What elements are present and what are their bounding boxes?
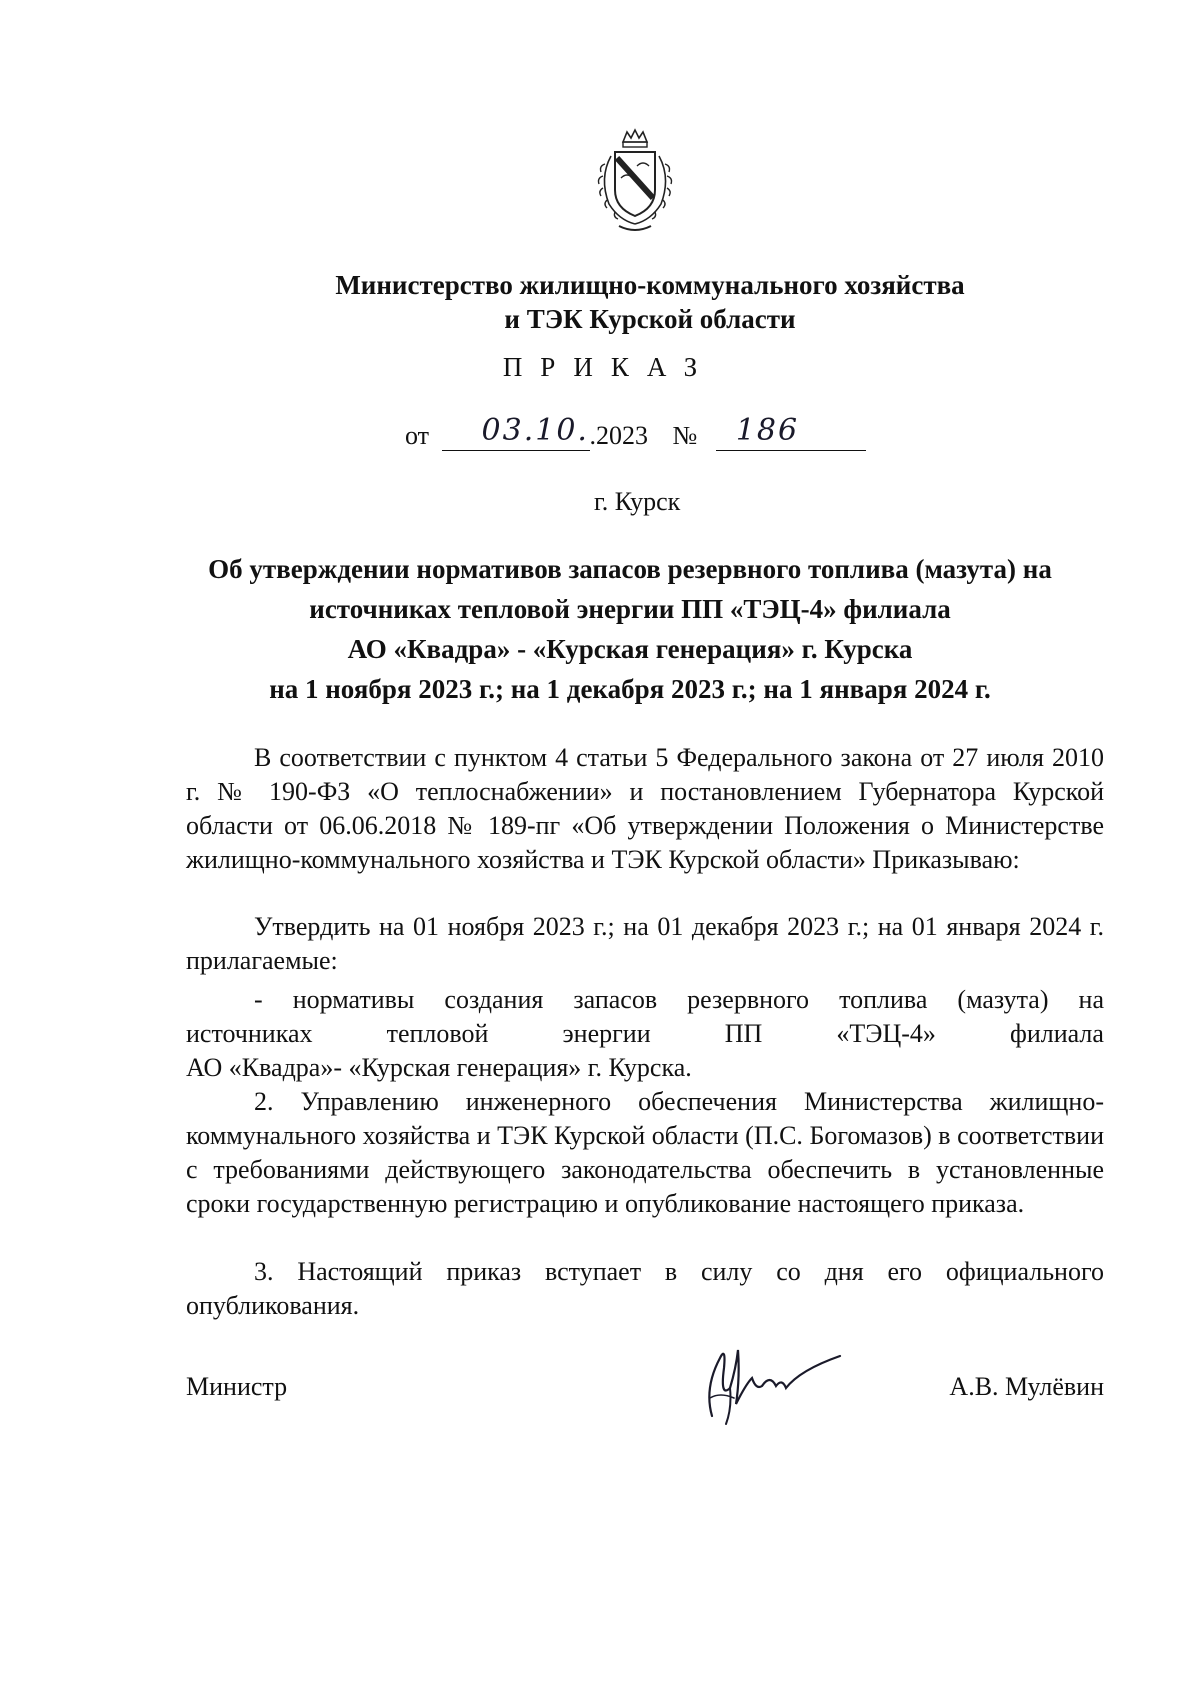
from-prefix: от: [405, 421, 430, 450]
number-label: №: [672, 421, 698, 450]
signer-name: А.В. Мулёвин: [949, 1372, 1104, 1401]
item1-detail-word: тепловой: [386, 1019, 489, 1048]
item3-paragraph: [186, 1255, 1104, 1323]
item1-detail-line2: [186, 1017, 1104, 1051]
ministry-name-line1: Министерство жилищно-коммунального хозяйства: [335, 270, 965, 300]
order-heading-line2: источниках тепловой энергии ПП «ТЭЦ-4» филиала: [309, 594, 951, 624]
item2-text: 2. Управлению инженерного обеспечения Министерства жилищно-коммунального хозяйства и ТЭК Курской области (П.С. Богомазов) в соответствии с требованиями действующего законодательства обеспечить в установленные сроки государственную регистрацию и опубликование настоящего приказа.: [186, 1087, 1104, 1218]
kursk-coat-of-arms-icon: [585, 128, 685, 236]
item1-detail-word: «ТЭЦ-4»: [836, 1019, 936, 1048]
item1-detail-line1: [186, 983, 1104, 1017]
item2-paragraph: [186, 1085, 1104, 1221]
handwritten-signature-icon: [690, 1328, 850, 1428]
order-heading-line1: Об утверждении нормативов запасов резервного топлива (мазута) на: [208, 554, 1052, 584]
number-handwritten: 186: [735, 413, 800, 448]
item1-detail-word: источниках: [186, 1019, 313, 1048]
item1-intro-paragraph: [186, 910, 1104, 978]
signer-role: Министр: [186, 1372, 288, 1401]
city: г. Курск: [594, 487, 681, 516]
item1-detail-word: филиала: [1010, 1019, 1104, 1048]
item1-intro-text: Утвердить на 01 ноября 2023 г.; на 01 декабря 2023 г.; на 01 января 2024 г. прилагаемые:: [186, 912, 1104, 975]
date-blank: [442, 413, 590, 451]
item1-detail-line3: АО «Квадра»- «Курская генерация» г. Курска.: [186, 1053, 692, 1082]
item1-detail-word: энергии: [562, 1019, 651, 1048]
item3-text: 3. Настоящий приказ вступает в силу со дня его официального опубликования.: [186, 1257, 1104, 1320]
order-title: ПРИКАЗ: [502, 352, 716, 382]
preamble-paragraph: [186, 741, 1104, 877]
number-blank: [716, 413, 866, 451]
preamble-text: В соответствии с пунктом 4 статьи 5 Федерального закона от 27 июля 2010 г. № 190-ФЗ «О теплоснабжении» и постановлением Губернатора Курской области от 06.06.2018 № 189-пг «Об утверждении Положения о Министерстве жилищно-коммунального хозяйства и ТЭК Курской области» Приказываю:: [186, 743, 1104, 874]
item1-detail-line1-text: - нормативы создания запасов резервного топлива (мазута) на: [254, 985, 1104, 1014]
order-date-number-line: [405, 413, 866, 456]
date-handwritten: 03.10.: [481, 413, 589, 448]
year-suffix: .2023: [589, 421, 649, 450]
ministry-name-line2: и ТЭК Курской области: [504, 304, 796, 334]
order-heading-line3: АО «Квадра» - «Курская генерация» г. Курска: [347, 634, 913, 664]
order-heading-line4: на 1 ноября 2023 г.; на 1 декабря 2023 г.; на 1 января 2024 г.: [269, 674, 991, 704]
item1-detail-word: ПП: [724, 1019, 763, 1048]
